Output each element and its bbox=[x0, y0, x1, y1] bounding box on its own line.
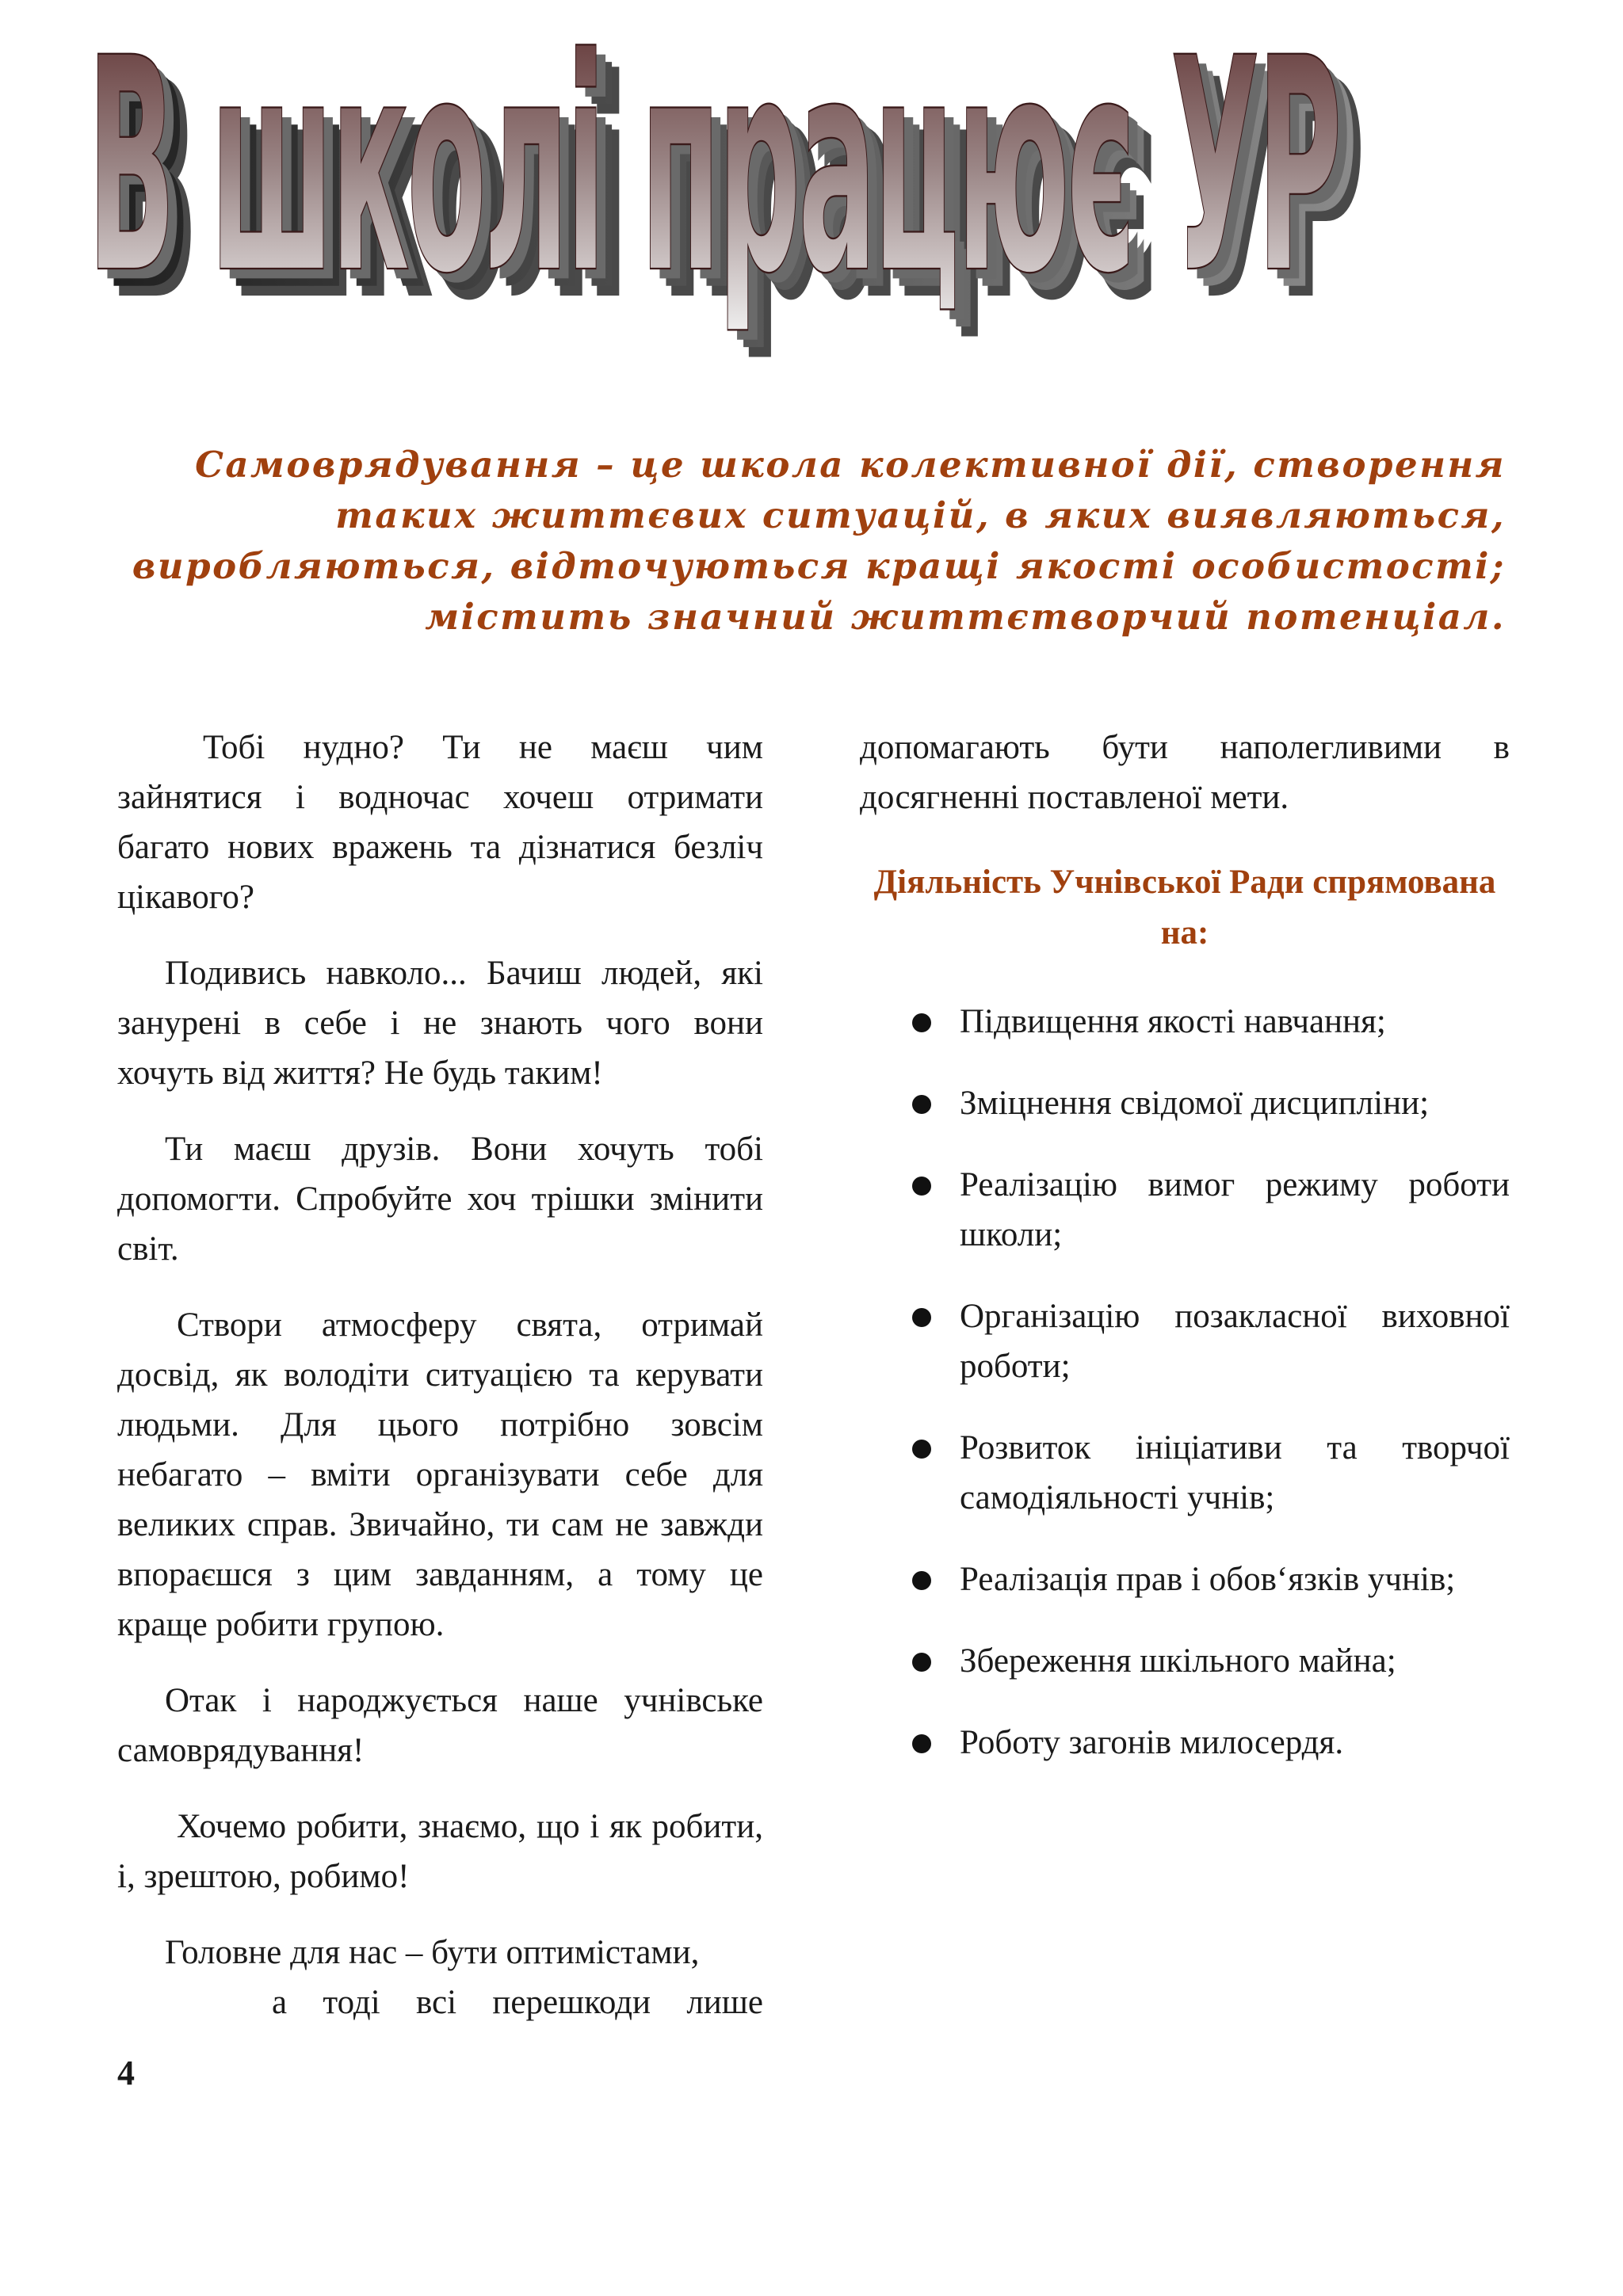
bullet-icon bbox=[912, 1653, 931, 1672]
heading-extrusion: В школі працює УР bbox=[103, 11, 1355, 356]
paragraph: Подивись навколо... Бачиш людей, які занурені в себе і не знають чого вони хочуть від життя? Не будь таким! bbox=[117, 955, 763, 1092]
paragraph-continuation: а тоді всі перешкоди лише bbox=[272, 1984, 763, 2021]
right-column bbox=[860, 723, 1510, 1799]
activity-list bbox=[860, 997, 1510, 1768]
paragraph: Ти маєш друзів. Вони хочуть тобі допомогти. Спробуйте хоч трішки змінити світ. bbox=[117, 1131, 763, 1268]
list-item-text: Збереження шкільного майна; bbox=[960, 1642, 1396, 1680]
paragraph: Тобі нудно? Ти не маєш чим зайнятися і водночас хочеш отримати багато нових вражень та дізнатися безліч цікавого? bbox=[117, 729, 763, 916]
list-item bbox=[860, 1718, 1510, 1768]
page-number: 4 bbox=[117, 2054, 135, 2092]
heading-shadow: В школі працює УР bbox=[109, 19, 1361, 363]
list-item-text: Роботу загонів милосердя. bbox=[960, 1724, 1344, 1761]
paragraph: Хочемо робити, знаємо, що і як робити, і, зрештою, робимо! bbox=[117, 1808, 763, 1895]
paragraph: Створи атмосферу свята, отримай досвід, як володіти ситуацією та керувати людьми. Для цього потрібно зовсім небагато – вміти організувати себе для великих справ. Звичайно, ти сам не завжди впораєшся з цим завданням, а тому це краще робити групою. bbox=[117, 1306, 763, 1643]
heading-extrusion-mid: В школі працює УР bbox=[97, 4, 1349, 349]
list-item bbox=[860, 1078, 1510, 1128]
page-heading bbox=[87, 0, 1387, 436]
bullet-icon bbox=[912, 1013, 931, 1032]
list-item-text: Організацію позакласної виховної роботи; bbox=[960, 1298, 1510, 1385]
list-item bbox=[860, 1423, 1510, 1523]
bullet-icon bbox=[912, 1734, 931, 1753]
bullet-icon bbox=[912, 1308, 931, 1327]
list-item bbox=[860, 1636, 1510, 1686]
paragraph: допомагають бути наполегливими в досягненні поставленої мети. bbox=[860, 729, 1510, 816]
section-subheading: Діяльність Учнівської Ради спрямована на: bbox=[873, 864, 1496, 952]
bullet-icon bbox=[912, 1095, 931, 1114]
list-item bbox=[860, 997, 1510, 1047]
list-item-text: Розвиток ініціативи та творчої самодіяльності учнів; bbox=[960, 1429, 1510, 1516]
list-item bbox=[860, 1554, 1510, 1604]
bullet-icon bbox=[912, 1571, 931, 1590]
heading-wordart bbox=[87, 0, 1387, 436]
bullet-icon bbox=[912, 1177, 931, 1196]
list-item bbox=[860, 1291, 1510, 1391]
bullet-icon bbox=[912, 1440, 931, 1459]
left-column bbox=[117, 723, 763, 2027]
list-item bbox=[860, 1160, 1510, 1260]
list-item-text: Реалізацію вимог режиму роботи школи; bbox=[960, 1166, 1510, 1253]
list-item-text: Підвищення якості навчання; bbox=[960, 1003, 1386, 1040]
heading-face: В школі працює УР bbox=[87, 0, 1339, 338]
paragraph: Отак і народжується наше учнівське самоврядування! bbox=[117, 1682, 763, 1769]
list-item-text: Зміцнення свідомої дисципліни; bbox=[960, 1085, 1430, 1122]
epigraph: Самоврядування – це школа колективної дії, створення таких життєвих ситуацій, в яких виявляються, виробляються, відточуються кращі якості особистості; містить значний життєтворчий потенціал. bbox=[132, 444, 1506, 638]
paragraph: Головне для нас – бути оптимістами, bbox=[165, 1934, 700, 1971]
list-item-text: Реалізація прав і обов‘язків учнів; bbox=[960, 1561, 1456, 1598]
